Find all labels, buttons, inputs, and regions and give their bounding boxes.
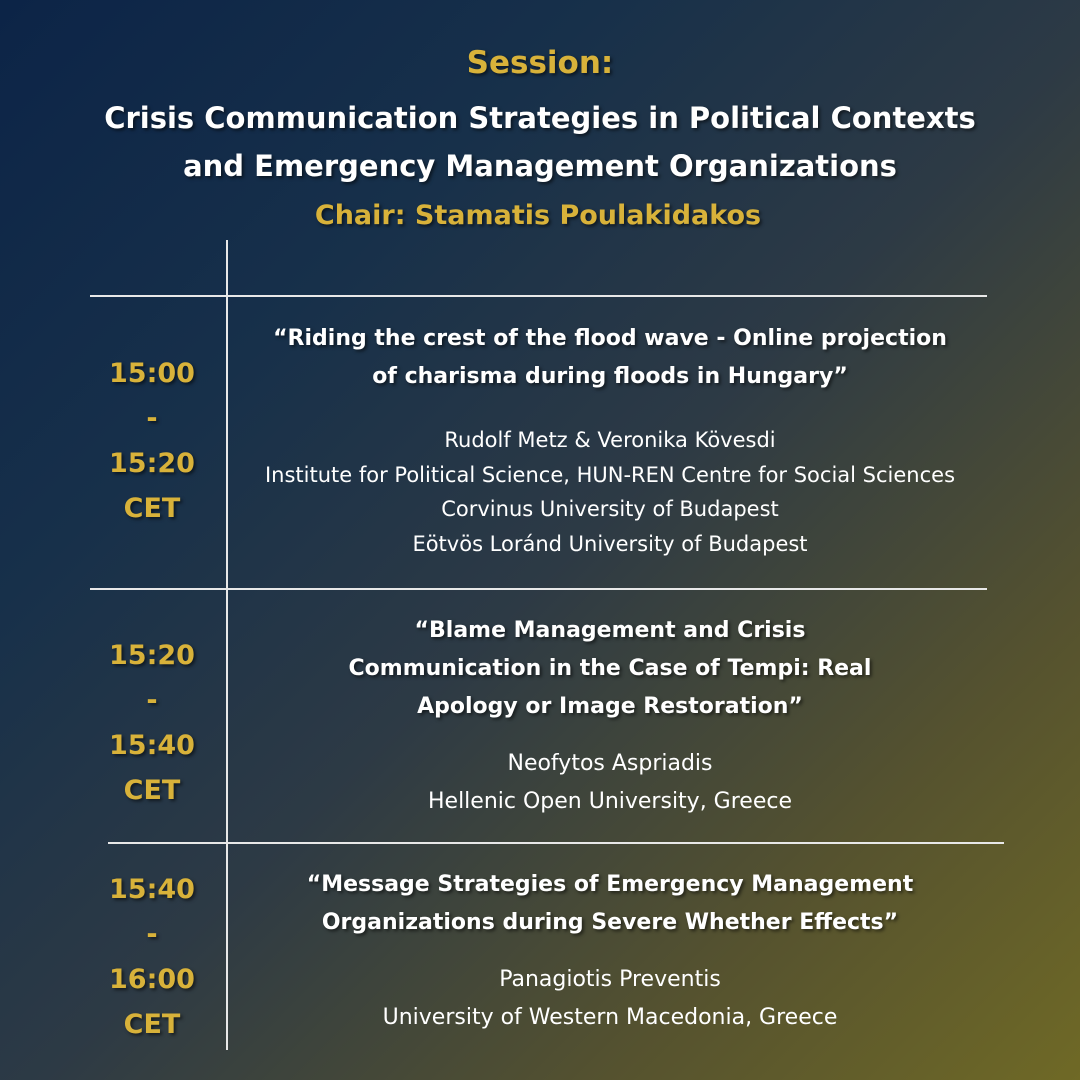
talk-title bbox=[240, 866, 980, 942]
author-line: Institute for Political Science, HUN-REN Centre for Social Sciences bbox=[264, 462, 956, 487]
talk-title-line: “Message Strategies of Emergency Management bbox=[306, 872, 914, 897]
talk-title-line: Communication in the Case of Tempi: Real bbox=[348, 656, 872, 681]
session-label: Session: bbox=[466, 45, 614, 81]
time-zone: CET bbox=[123, 493, 181, 524]
author-line: Panagiotis Preventis bbox=[499, 967, 721, 992]
session-chair: Chair: Stamatis Poulakidakos bbox=[314, 200, 762, 231]
schedule-row-divider bbox=[90, 295, 987, 297]
schedule-column-divider bbox=[226, 240, 228, 1050]
time-start: 15:40 bbox=[109, 874, 195, 905]
schedule-row-divider bbox=[90, 588, 987, 590]
author-line: Rudolf Metz & Veronika Kövesdi bbox=[444, 428, 776, 452]
talk-authors bbox=[235, 961, 985, 1037]
time-end: 15:20 bbox=[109, 448, 195, 479]
session-title-line: and Emergency Management Organizations bbox=[183, 149, 897, 183]
talk-title bbox=[240, 320, 980, 396]
time-separator: - bbox=[146, 685, 158, 716]
time-zone: CET bbox=[123, 775, 181, 806]
time-slot bbox=[90, 867, 214, 1047]
author-line: Neofytos Aspriadis bbox=[507, 751, 713, 776]
time-start: 15:20 bbox=[109, 640, 195, 671]
talk-authors bbox=[235, 745, 985, 821]
talk-title-line: “Blame Management and Crisis bbox=[414, 618, 806, 643]
talk-authors bbox=[235, 423, 985, 561]
time-end: 16:00 bbox=[109, 964, 195, 995]
time-separator: - bbox=[146, 403, 158, 434]
session-title-line: Crisis Communication Strategies in Political Contexts bbox=[104, 101, 976, 135]
time-zone: CET bbox=[123, 1009, 181, 1040]
time-slot bbox=[90, 633, 214, 813]
author-line: University of Western Macedonia, Greece bbox=[382, 1005, 838, 1030]
session-title bbox=[0, 94, 1080, 190]
author-line: Hellenic Open University, Greece bbox=[427, 789, 792, 814]
schedule-row-divider bbox=[108, 842, 1004, 844]
time-start: 15:00 bbox=[109, 358, 195, 389]
author-line: Eötvös Loránd University of Budapest bbox=[412, 531, 808, 556]
author-line: Corvinus University of Budapest bbox=[441, 497, 779, 521]
talk-title bbox=[240, 612, 980, 726]
talk-title-line: Organizations during Severe Whether Effects” bbox=[321, 910, 899, 935]
time-end: 15:40 bbox=[109, 730, 195, 761]
talk-title-line: “Riding the crest of the flood wave - Online projection bbox=[273, 326, 947, 351]
time-slot bbox=[90, 351, 214, 531]
talk-title-line: Apology or Image Restoration” bbox=[417, 694, 803, 719]
time-separator: - bbox=[146, 919, 158, 950]
talk-title-line: of charisma during floods in Hungary” bbox=[372, 364, 848, 389]
